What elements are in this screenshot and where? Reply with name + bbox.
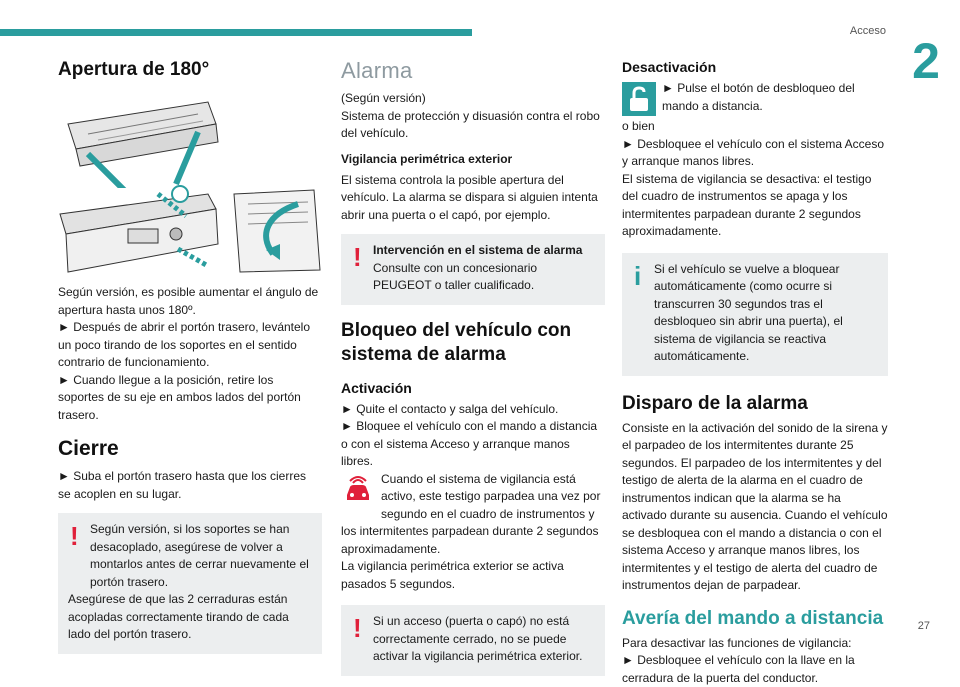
section-title-cierre: Cierre <box>58 437 119 460</box>
body-text: ► Desbloquee el vehículo con el sistema Acceso y arranque manos libres. <box>622 136 885 168</box>
chapter-number: 2 <box>912 33 940 89</box>
version-note: (Según versión) <box>341 91 426 105</box>
warning-text: Si un acceso (puerta o capó) no está correctamente cerrado, no se puede activar la vigilancia perimétrica exterior. <box>373 614 583 663</box>
unlock-paragraph <box>622 80 888 115</box>
warning-icon: ! <box>353 242 362 272</box>
body-text: La vigilancia perimétrica exterior se activa pasados 5 segundos. <box>341 559 564 591</box>
body-text: El sistema de vigilancia se desactiva: el testigo del cuadro de instrumentos se apaga y los intermitentes parpadean durante 2 segundos aproximadamente. <box>622 171 872 238</box>
body-text: Consiste en la activación del sonido de la sirena y el parpadeo de los intermitentes durante 25 segundos. El parpadeo de los intermitentes y del testigo de alerta de la alarma en el cuadro de instrumentos indican que la alarma se ha activado durante su ausencia. Cuando el vehículo se desbloquea con el mando a distancia o con el sistema Acceso y arranque manos libres, los intermitentes y el testigo de alerta del cuadro de instrumentos dejan de parpadear. <box>622 420 888 592</box>
body-text: ► Desbloquee el vehículo con la llave en la cerradura de la puerta del conductor. <box>622 653 855 685</box>
warning-text: Consulte con un concesionario PEUGEOT o taller cualificado. <box>373 260 538 292</box>
header-accent-bar <box>0 29 472 36</box>
warning-note <box>341 234 605 305</box>
page-number: 27 <box>917 620 930 632</box>
warning-note <box>341 605 605 676</box>
section-title-bloqueo: Bloqueo del vehículo con sistema de alarma <box>341 319 572 365</box>
subsection-title: Vigilancia perimétrica exterior <box>341 151 513 166</box>
body-text: El sistema controla la posible apertura del vehículo. La alarma se dispara si alguien intenta abrir una puerta o el capó, por ejemplo. <box>341 172 598 222</box>
body-text: Sistema de protección y disuasión contra el robo del vehículo. <box>341 108 600 140</box>
body-text: Para desactivar las funciones de vigilancia: <box>622 635 852 650</box>
body-text: Según versión, es posible aumentar el ángulo de apertura hasta unos 180º. <box>58 285 319 317</box>
body-text: ► Pulse el botón de desbloqueo del mando a distancia. <box>662 81 855 113</box>
section-title-averia: Avería del mando a distancia <box>622 607 884 629</box>
body-text: Cuando el sistema de vigilancia está activo, este testigo parpadea una vez por segundo en el cuadro de instrumentos y los intermitentes parpadean durante 2 segundos aproximadamente. <box>341 471 601 556</box>
info-icon: i <box>634 260 642 291</box>
warning-note <box>58 513 322 654</box>
section-title-disparo: Disparo de la alarma <box>622 392 808 414</box>
info-text: Si el vehículo se vuelve a bloquear automáticamente (como ocurre si transcurren 30 segundos tras el desbloqueo sin abrir una puerta), el sistema de vigilancia se reactiva automáticamente. <box>654 261 843 363</box>
support-detail-view <box>58 186 218 274</box>
section-title-apertura: Apertura de 180° <box>58 59 210 80</box>
tailgate-illustration <box>58 94 322 274</box>
column-right <box>622 58 888 687</box>
warning-title: Intervención en el sistema de alarma <box>373 243 583 257</box>
alarm-paragraph <box>341 471 605 559</box>
warning-text: Según versión, si los soportes se han desacoplado, asegúrese de volver a montarlos antes de cerrar nuevamente el portón trasero. <box>90 522 309 589</box>
subsection-title: Desactivación <box>622 59 717 75</box>
warning-icon: ! <box>70 521 79 551</box>
tailgate-open-view <box>58 94 218 194</box>
body-text: ► Suba el portón trasero hasta que los cierres se acoplen en su lugar. <box>58 469 307 501</box>
column-middle <box>341 58 605 676</box>
section-title-alarma: Alarma <box>341 58 413 83</box>
subsection-title: Activación <box>341 379 412 396</box>
body-text: ► Cuando llegue a la posición, retire los soportes de su eje en ambos lados del portón trasero. <box>58 372 301 422</box>
car-alarm-icon <box>341 473 375 507</box>
warning-text: Asegúrese de que las 2 cerraduras están acopladas correctamente tirando de cada lado del portón trasero. <box>68 592 289 641</box>
body-text: ► Después de abrir el portón trasero, levántelo un poco tirando de los soportes en el sentido contrario de funcionamiento. <box>58 320 311 369</box>
tailgate-side-view <box>228 188 322 274</box>
body-text: o bien <box>622 119 655 133</box>
body-text: ► Quite el contacto y salga del vehículo. <box>341 401 559 416</box>
section-label: Acceso <box>849 25 886 37</box>
warning-icon: ! <box>353 613 362 643</box>
unlock-key-icon <box>622 82 656 116</box>
tailgate-diagram-icon <box>58 94 322 274</box>
info-note <box>622 253 888 376</box>
body-text: ► Bloquee el vehículo con el mando a distancia o con el sistema Acceso y arranque manos libres. <box>341 419 598 468</box>
column-left <box>58 58 322 654</box>
